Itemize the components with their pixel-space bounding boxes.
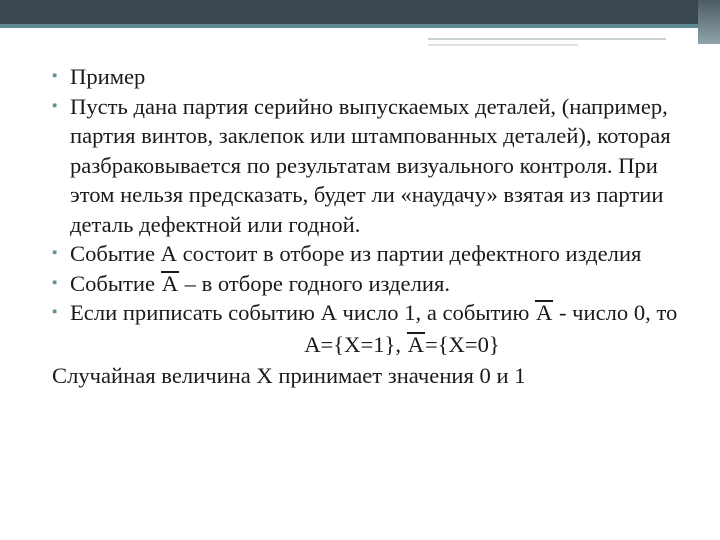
bullet-text-suffix: - число 0, то: [553, 300, 678, 325]
corner-decoration: [698, 0, 720, 44]
bullet-item: [52, 92, 692, 240]
slide-body: [52, 62, 692, 391]
conclusion-text: Случайная величина Х принимает значения 0 и 1: [52, 363, 526, 388]
bullet-item: [52, 269, 692, 299]
bullet-text: Пусть дана партия серийно выпускаемых деталей, (например, партия винтов, заклепок или штампованных деталей), которая разбраковывается по результатам визуального контроля. При этом нельзя предсказать, будет ли «наудачу» взятая из партии деталь дефектной или годной.: [70, 93, 671, 237]
decorative-line: [428, 38, 666, 40]
complement-event-symbol: А: [161, 270, 179, 296]
bullet-text-suffix: – в отборе годного изделия.: [179, 270, 450, 296]
formula: [52, 330, 692, 360]
bullet-text-prefix: Событие: [70, 270, 161, 296]
bullet-icon: ▪: [52, 274, 58, 291]
formula-part: А={Х=1},: [304, 331, 407, 357]
complement-event-symbol: А: [407, 331, 424, 357]
bullet-icon: ▪: [52, 97, 58, 114]
bullet-text: Пример: [70, 64, 146, 89]
decorative-line: [428, 44, 578, 46]
bullet-icon: ▪: [52, 68, 58, 84]
bullet-item: [52, 239, 692, 269]
bullet-item: [52, 298, 692, 328]
complement-event-symbol: А: [536, 300, 553, 325]
formula-part: ={Х=0}: [424, 331, 500, 357]
bullet-icon: ▪: [52, 245, 58, 261]
bullet-text-prefix: Если приписать событию А число 1, а событию: [70, 300, 536, 325]
bullet-icon: ▪: [52, 304, 58, 320]
top-band: [0, 0, 720, 24]
bullet-text: Событие А состоит в отборе из партии дефектного изделия: [70, 241, 642, 266]
bullet-item: [52, 62, 692, 92]
